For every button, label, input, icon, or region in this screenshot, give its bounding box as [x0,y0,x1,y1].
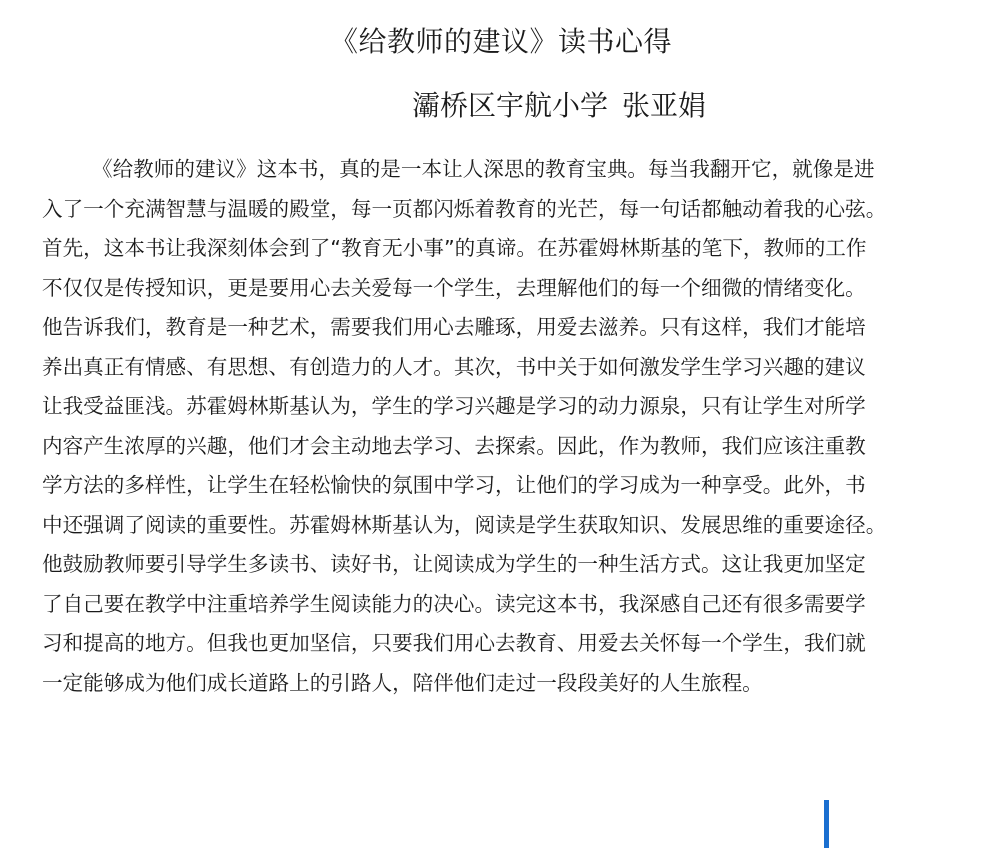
text-line-5: 他告诉我们，教育是一种艺术，需要我们用心去雕琢，用爱去滋养。只有这样，我们才能培 [42,315,866,339]
text-line-14: 一定能够成为他们成长道路上的引路人，陪伴他们走过一段段美好的人生旅程。 [42,670,763,695]
document-title: 《给教师的建议》读书心得 [329,25,672,58]
body-paragraph[interactable] [42,152,972,705]
text-line-9: 学方法的多样性，让学生在轻松愉快的氛围中学习，让他们的学习成为一种享受。此外，书 [42,473,866,497]
text-line-8: 内容产生浓厚的兴趣，他们才会主动地去学习、去探索。因此，作为教师，我们应该注重教 [42,433,866,458]
text-line-10: 中还强调了阅读的重要性。苏霍姆林斯基认为，阅读是学生获取知识、发展思维的重要途径。 [42,512,887,537]
text-line-2: 入了一个充满智慧与温暖的殿堂，每一页都闪烁着教育的光芒，每一句话都触动着我的心弦。 [42,196,887,221]
text-line-1: 《给教师的建议》这本书，真的是一本让人深思的教育宝典。每当我翻开它，就像是进 [92,157,875,181]
text-line-6: 养出真正有情感、有思想、有创造力的人才。其次，书中关于如何激发学生学习兴趣的建议 [42,354,866,379]
text-cursor [824,800,829,848]
text-line-11: 他鼓励教师要引导学生多读书、读好书，让阅读成为学生的一种生活方式。这让我更加坚定 [42,552,866,576]
text-line-12: 了自己要在教学中注重培养学生阅读能力的决心。读完这本书，我深感自己还有很多需要学 [42,591,866,616]
text-line-3: 首先，这本书让我深刻体会到了“教育无小事”的真谛。在苏霍姆林斯基的笔下，教师的工作 [42,236,867,260]
text-line-7: 让我受益匪浅。苏霍姆林斯基认为，学生的学习兴趣是学习的动力源泉，只有让学生对所学 [42,394,866,418]
text-line-13: 习和提高的地方。但我也更加坚信，只要我们用心去教育、用爱去关怀每一个学生，我们就 [42,631,866,655]
author-name: 张亚娟 [622,89,707,122]
author-school: 灞桥区宇航小学 [412,89,609,122]
author-line [412,86,706,126]
text-line-4: 不仅仅是传授知识，更是要用心去关爱每一个学生，去理解他们的每一个细微的情绪变化。 [42,275,866,300]
